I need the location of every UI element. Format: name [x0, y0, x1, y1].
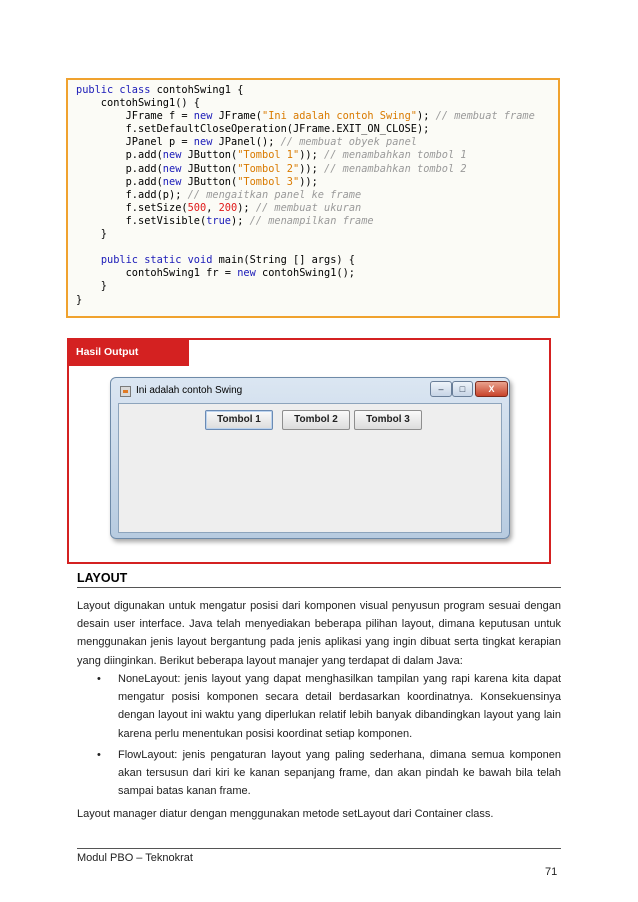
code-token: ));: [299, 149, 325, 162]
code-line: [76, 215, 550, 228]
code-token: p.add(: [76, 175, 163, 188]
code-token: JFrame f =: [76, 110, 194, 123]
code-line: [76, 136, 550, 149]
page-number: 71: [545, 866, 558, 878]
code-line: [76, 163, 550, 176]
code-line: [76, 84, 550, 97]
footer-text: Modul PBO – Teknokrat: [77, 852, 193, 864]
code-token: );: [237, 201, 256, 214]
code-line: [76, 202, 550, 215]
code-token: 200: [218, 201, 238, 214]
java-app-icon: [120, 386, 131, 397]
code-token: contohSwing1() {: [76, 97, 200, 110]
code-token: // membuat ukuran: [255, 201, 362, 214]
close-button[interactable]: X: [475, 381, 508, 397]
intro-paragraph: Layout digunakan untuk mengatur posisi dari komponen visual penyusun program sesuai dengan desain user interface. Java telah menyediakan beberapa pilihan layout, dimana keputusan untuk menggunakan jenis layout bergantung pada jenis aplikasi yang ingin dibuat serta tingkat kerapian yang diinginkan. Berikut beberapa layout manajer yang terdapat di dalam Java:: [77, 600, 561, 667]
closing-paragraph: Layout manager diatur dengan menggunakan metode setLayout dari Container class.: [77, 808, 494, 820]
code-token: "Tombol 1": [237, 149, 300, 162]
window-title: Ini adalah contoh Swing: [136, 385, 243, 396]
code-token: p.add(: [76, 162, 163, 175]
code-line: [76, 149, 550, 162]
code-token: // membuat obyek panel: [280, 136, 417, 149]
code-token: new: [193, 110, 213, 123]
code-token: f.setDefaultCloseOperation(JFrame.EXIT_ON_CLOSE);: [76, 123, 430, 136]
code-token: "Ini adalah contoh Swing": [262, 110, 417, 123]
code-token: }: [76, 280, 107, 293]
code-line: [76, 280, 550, 293]
bullet-item: [97, 670, 561, 743]
code-line: [76, 123, 550, 136]
code-token: }: [76, 228, 107, 241]
footer-divider: [77, 848, 561, 849]
code-token: // menambahkan tombol 1: [324, 149, 467, 162]
minimize-button[interactable]: –: [430, 381, 452, 397]
code-token: new: [237, 267, 256, 280]
code-token: new: [162, 162, 182, 175]
code-token: JButton(: [181, 175, 238, 188]
code-token: 500: [187, 201, 207, 214]
code-line: [76, 97, 550, 110]
code-token: // menambahkan tombol 2: [324, 162, 467, 175]
code-token: "Tombol 3": [237, 175, 300, 188]
maximize-button[interactable]: □: [452, 381, 473, 397]
code-token: JButton(: [181, 149, 238, 162]
output-label: Hasil Output: [69, 340, 189, 366]
code-token: // membuat frame: [435, 110, 535, 123]
code-token: p.add(: [76, 149, 163, 162]
code-token: true: [206, 214, 231, 227]
code-block: [66, 78, 560, 318]
code-token: f.setVisible(: [76, 214, 207, 227]
code-token: // mengaitkan panel ke frame: [187, 188, 362, 201]
bullet-item: [97, 746, 561, 801]
code-line: [76, 176, 550, 189]
code-token: new: [162, 175, 182, 188]
code-token: ,: [206, 201, 219, 214]
code-line: [76, 189, 550, 202]
code-token: JPanel();: [212, 136, 281, 149]
code-token: contohSwing1 {: [150, 84, 244, 96]
code-line: [76, 254, 550, 267]
code-token: f.add(p);: [76, 188, 188, 201]
code-token: );: [231, 214, 250, 227]
code-token: [76, 254, 101, 266]
code-token: contohSwing1 fr =: [76, 267, 238, 280]
code-line: [76, 294, 550, 307]
section-heading: LAYOUT: [77, 571, 128, 585]
code-token: f.setSize(: [76, 201, 188, 214]
code-token: ));: [299, 162, 325, 175]
code-token: public static void: [100, 254, 213, 267]
code-line: [76, 241, 550, 254]
tombol-2-button[interactable]: Tombol 2: [282, 410, 350, 430]
window-content-panel: [118, 403, 502, 533]
code-token: ));: [299, 175, 318, 188]
heading-divider: [77, 587, 561, 588]
swing-window: [110, 377, 510, 539]
code-token: main(String [] args) {: [212, 254, 355, 267]
bullet-dot-icon: •: [97, 673, 101, 685]
code-token: public class: [76, 84, 151, 96]
code-token: JFrame(: [212, 110, 263, 123]
code-token: new: [193, 136, 213, 149]
code-token: new: [162, 149, 182, 162]
tombol-3-button[interactable]: Tombol 3: [354, 410, 422, 430]
bullet-text: NoneLayout: jenis layout yang dapat menghasilkan tampilan yang rapi karena kita dapat mengatur posisi komponen secara detail berdasarkan koordinatnya. Konsekuensinya dengan layout ini waktu yang diperlukan relatif lebih banyak dibandingkan layout yang lain karena perlu menentukan posisi koordinat setiap komponen.: [118, 673, 561, 740]
bullet-dot-icon: •: [97, 749, 101, 761]
code-token: "Tombol 2": [237, 162, 300, 175]
code-token: }: [76, 293, 83, 306]
code-token: JPanel p =: [76, 136, 194, 149]
code-line: [76, 228, 550, 241]
code-line: [76, 267, 550, 280]
code-token: contohSwing1();: [255, 267, 355, 280]
code-line: [76, 110, 550, 123]
code-token: JButton(: [181, 162, 238, 175]
code-token: );: [417, 110, 436, 123]
code-token: // menampilkan frame: [249, 214, 374, 227]
bullet-text: FlowLayout: jenis pengaturan layout yang paling sederhana, dimana semua komponen akan tersusun dari kiri ke kanan sepanjang frame, dan akan pindah ke bawah bila telah sampai batas kanan frame.: [118, 749, 561, 798]
tombol-1-button[interactable]: Tombol 1: [205, 410, 273, 430]
